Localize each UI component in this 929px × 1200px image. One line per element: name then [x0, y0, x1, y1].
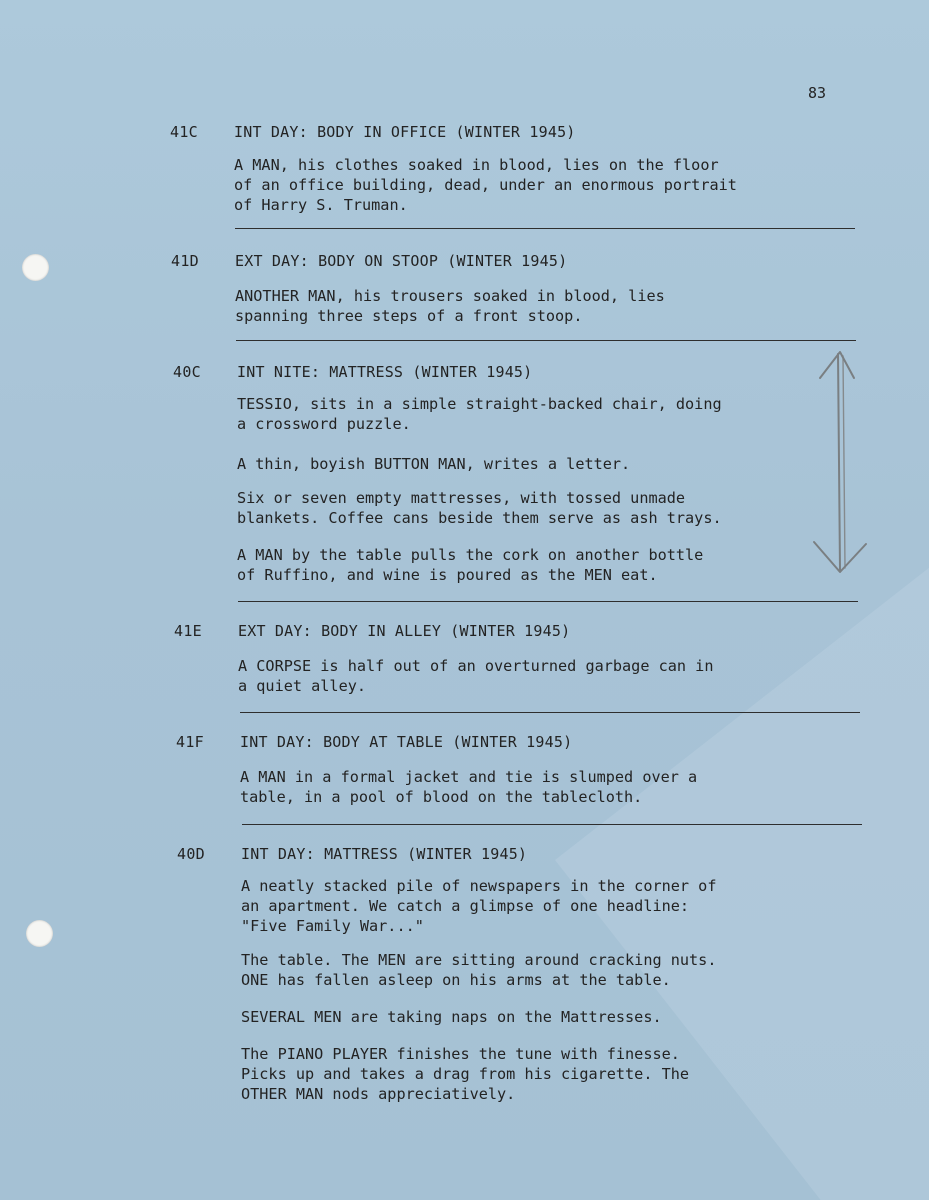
scene-divider [238, 601, 858, 602]
scene-action: A MAN in a formal jacket and tie is slumped over a table, in a pool of blood on the tablecloth. [240, 768, 698, 806]
scene-number: 40D [177, 845, 205, 863]
page-number: 83 [808, 84, 827, 102]
scene-divider [235, 228, 855, 229]
scene-action: The PIANO PLAYER finishes the tune with finesse. Picks up and takes a drag from his cigarette. The OTHER MAN nods appreciatively. [241, 1045, 690, 1103]
scene-divider [242, 824, 862, 825]
scene-action: A MAN by the table pulls the cork on another bottle of Ruffino, and wine is poured as the MEN eat. [237, 546, 704, 584]
scene-number: 41C [170, 123, 198, 141]
scene-heading: INT DAY: BODY AT TABLE (WINTER 1945) [240, 733, 573, 751]
scene-action: A thin, boyish BUTTON MAN, writes a letter. [237, 455, 631, 473]
scene-heading: EXT DAY: BODY IN ALLEY (WINTER 1945) [238, 622, 571, 640]
pencil-double-arrow-icon [810, 348, 870, 578]
scene-number: 41D [171, 252, 199, 270]
scene-heading: INT DAY: BODY IN OFFICE (WINTER 1945) [234, 123, 576, 141]
scene-action: Six or seven empty mattresses, with tossed unmade blankets. Coffee cans beside them serve as ash trays. [237, 489, 722, 527]
scene-number: 41E [174, 622, 202, 640]
scene-action: TESSIO, sits in a simple straight-backed chair, doing a crossword puzzle. [237, 395, 722, 433]
scene-action: ANOTHER MAN, his trousers soaked in blood, lies spanning three steps of a front stoop. [235, 287, 665, 325]
scene-number: 41F [176, 733, 204, 751]
scene-action: SEVERAL MEN are taking naps on the Mattresses. [241, 1008, 662, 1026]
scene-divider [240, 712, 860, 713]
scene-heading: EXT DAY: BODY ON STOOP (WINTER 1945) [235, 252, 568, 270]
punch-hole-bottom [26, 920, 53, 947]
scene-action: A MAN, his clothes soaked in blood, lies on the floor of an office building, dead, under an enormous portrait of Harry S. Truman. [234, 156, 737, 214]
scene-heading: INT NITE: MATTRESS (WINTER 1945) [237, 363, 533, 381]
punch-hole-top [22, 254, 49, 281]
scene-heading: INT DAY: MATTRESS (WINTER 1945) [241, 845, 528, 863]
scene-number: 40C [173, 363, 201, 381]
scene-action: A neatly stacked pile of newspapers in the corner of an apartment. We catch a glimpse of one headline: "Five Family War..." [241, 877, 717, 935]
scene-divider [236, 340, 856, 341]
scene-action: The table. The MEN are sitting around cracking nuts. ONE has fallen asleep on his arms at the table. [241, 951, 717, 989]
scene-action: A CORPSE is half out of an overturned garbage can in a quiet alley. [238, 657, 714, 695]
